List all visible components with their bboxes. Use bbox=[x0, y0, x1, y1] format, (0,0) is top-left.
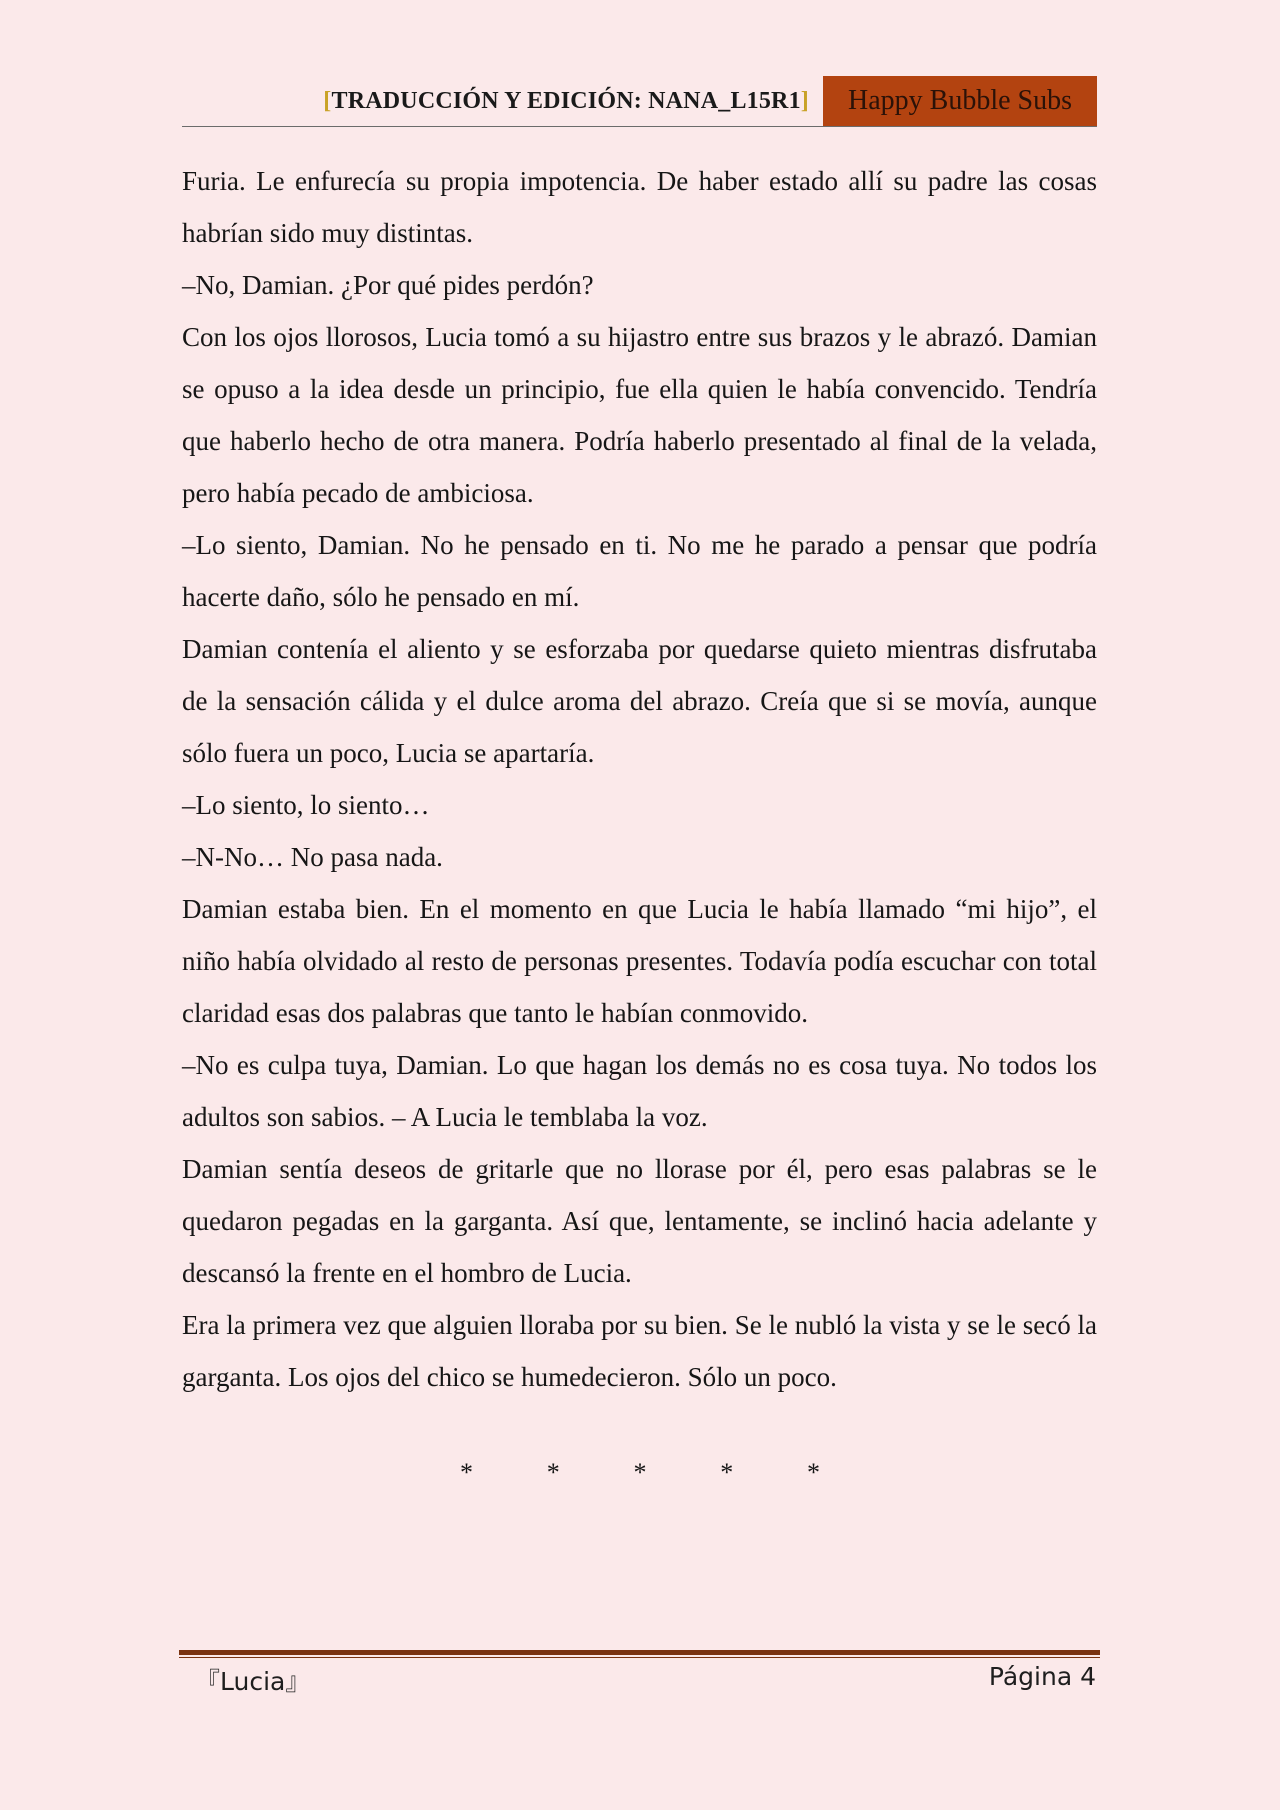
paragraph: –Lo siento, lo siento… bbox=[182, 790, 430, 820]
paragraph: Con los ojos llorosos, Lucia tomó a su hijastro entre sus brazos y le abrazó. Damian se opuso a la idea desde un principio, fue ella quien le había convencido. Tendría que haberlo hecho de otra manera. Podría haberlo presentado al final de la velada, pero había pecado de ambiciosa. bbox=[182, 322, 1097, 508]
paragraph: Damian estaba bien. En el momento en que Lucia le había llamado “mi hijo”, el niño había olvidado al resto de personas presentes. Todavía podía escuchar con total claridad esas dos palabras que tanto le habían conmovido. bbox=[182, 894, 1097, 1028]
paragraph: Furia. Le enfurecía su propia impotencia. De haber estado allí su padre las cosas habrían sido muy distintas. bbox=[182, 166, 1097, 248]
paragraph: –No, Damian. ¿Por qué pides perdón? bbox=[182, 270, 594, 300]
credit-text: TRADUCCIÓN Y EDICIÓN: NANA_L15R1 bbox=[331, 88, 801, 114]
scene-break-asterisk: * bbox=[807, 1458, 820, 1487]
footer-divider bbox=[179, 1650, 1100, 1655]
scene-break-asterisk: * bbox=[460, 1458, 473, 1487]
page-header bbox=[182, 76, 1097, 127]
footer-page-number: Página 4 bbox=[988, 1662, 1096, 1691]
credit-open-bracket: [ bbox=[323, 88, 332, 114]
page-body bbox=[182, 155, 1097, 1403]
group-name-badge: Happy Bubble Subs bbox=[823, 76, 1097, 126]
paragraph: –No es culpa tuya, Damian. Lo que hagan los demás no es cosa tuya. No todos los adultos son sabios. – A Lucia le temblaba la voz. bbox=[182, 1050, 1097, 1132]
paragraph: Damian contenía el aliento y se esforzaba por quedarse quieto mientras disfrutaba de la sensación cálida y el dulce aroma del abrazo. Creía que si se movía, aunque sólo fuera un poco, Lucia se apartaría. bbox=[182, 634, 1097, 768]
translation-credit bbox=[323, 88, 809, 115]
scene-break-asterisk: * bbox=[633, 1458, 647, 1487]
footer-book-title: 『Lucia』 bbox=[195, 1667, 311, 1696]
credit-close-bracket: ] bbox=[800, 88, 809, 114]
scene-break-asterisk: * bbox=[720, 1458, 734, 1487]
paragraph: Damian sentía deseos de gritarle que no llorase por él, pero esas palabras se le quedaron pegadas en la garganta. Así que, lentamente, se inclinó hacia adelante y descansó la frente en el hombro de Lucia. bbox=[182, 1154, 1097, 1288]
paragraph: –Lo siento, Damian. No he pensado en ti. No me he parado a pensar que podría hacerte daño, sólo he pensado en mí. bbox=[182, 530, 1097, 612]
paragraph: Era la primera vez que alguien lloraba por su bien. Se le nubló la vista y se le secó la garganta. Los ojos del chico se humedecieron. Sólo un poco. bbox=[182, 1310, 1097, 1392]
scene-break-asterisk: * bbox=[546, 1458, 560, 1487]
footer-divider-thin bbox=[179, 1657, 1100, 1658]
paragraph: –N-No… No pasa nada. bbox=[182, 842, 443, 872]
scene-break bbox=[460, 1458, 820, 1488]
